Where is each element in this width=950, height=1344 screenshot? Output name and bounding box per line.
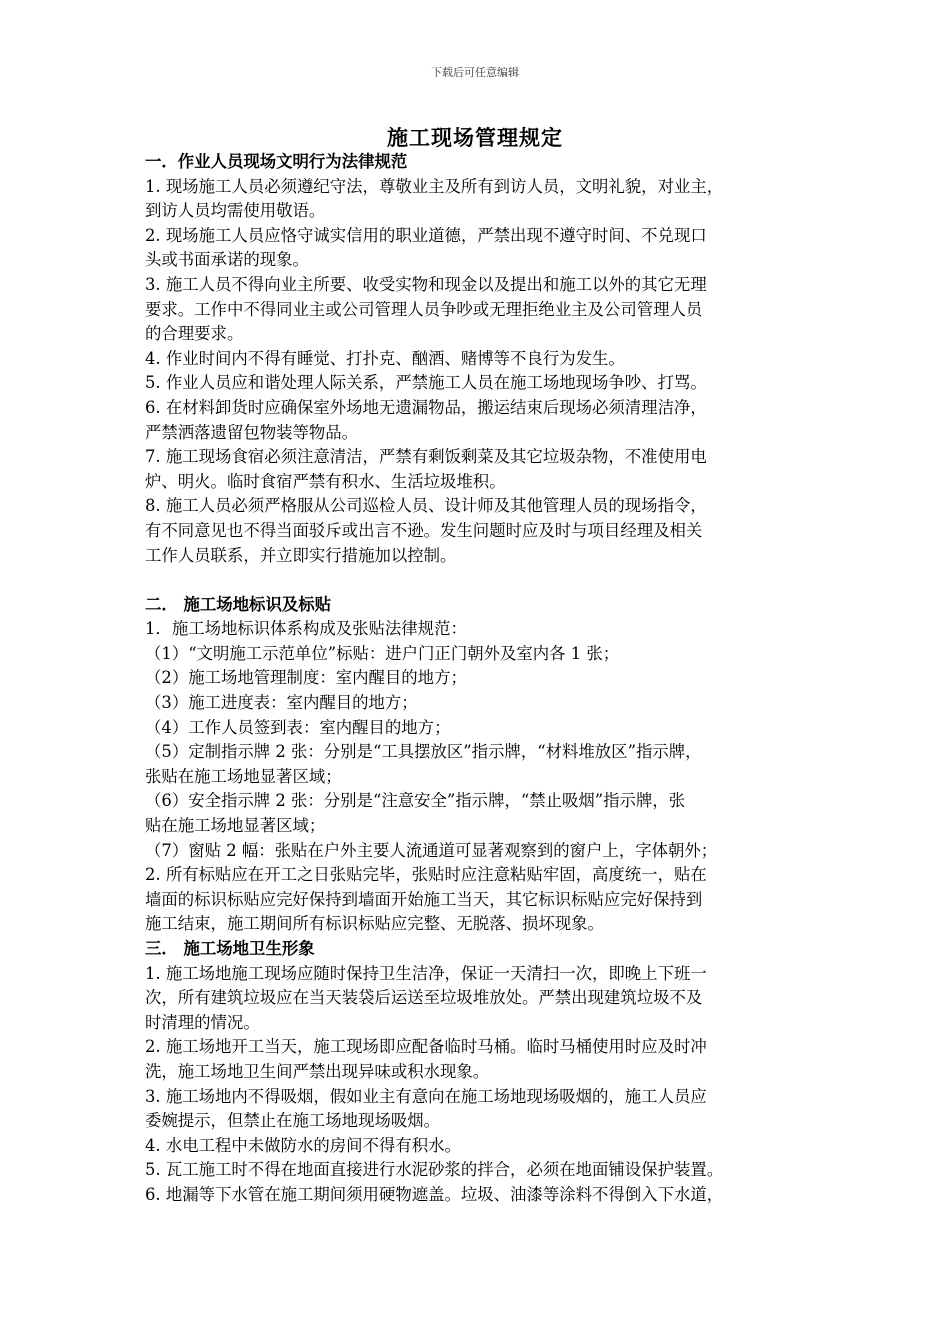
page-title: 施工现场管理规定: [387, 125, 563, 150]
section-heading: 二． 施工场地标识及标贴: [145, 594, 332, 614]
body-line: 委婉提示，但禁止在施工场地现场吸烟。: [145, 1111, 441, 1131]
body-line: 严禁洒落遗留包物装等物品。: [145, 422, 359, 442]
body-line: 3. 施工人员不得向业主所要、收受实物和现金以及提出和施工以外的其它无理: [145, 274, 707, 294]
body-line: 头或书面承诺的现象。: [145, 250, 309, 270]
body-line: （2）施工场地管理制度：室内醒目的地方；: [145, 668, 467, 688]
body-line: 8. 施工人员必须严格服从公司巡检人员、设计师及其他管理人员的现场指令，: [145, 496, 707, 516]
body-line: （5）定制指示牌 2 张：分别是“工具摆放区”指示牌，“材料堆放区”指示牌，: [145, 742, 702, 762]
body-line: 张贴在施工场地显著区域；: [145, 766, 342, 786]
body-line: 时清理的情况。: [145, 1012, 260, 1032]
blank-line: [145, 568, 820, 593]
body-line: （4）工作人员签到表：室内醒目的地方；: [145, 717, 451, 737]
body-line: 3. 施工场地内不得吸烟，假如业主有意向在施工场地现场吸烟的，施工人员应: [145, 1086, 707, 1106]
body-line: （6）安全指示牌 2 张：分别是“注意安全”指示牌，“禁止吸烟”指示牌，张: [145, 791, 686, 811]
body-line: 5. 作业人员应和谐处理人际关系，严禁施工人员在施工场地现场争吵、打骂。: [145, 373, 707, 393]
body-line: 2. 所有标贴应在开工之日张贴完毕，张贴时应注意粘贴牢固，高度统一，贴在: [145, 865, 707, 885]
body-line: 的合理要求。: [145, 324, 244, 344]
body-line: 洗，施工场地卫生间严禁出现异味或积水现象。: [145, 1061, 490, 1081]
body-line: 2. 现场施工人员应恪守诚实信用的职业道德，严禁出现不遵守时间、不兑现口: [145, 225, 707, 245]
body-line: 1. 现场施工人员必须遵纪守法，尊敬业主及所有到访人员，文明礼貌，对业主，: [145, 176, 724, 196]
document-body: [145, 150, 820, 1208]
body-line: （3）施工进度表：室内醒目的地方；: [145, 693, 418, 713]
body-line: 工作人员联系，并立即实行措施加以控制。: [145, 545, 457, 565]
body-line: 5. 瓦工施工时不得在地面直接进行水泥砂浆的拌合，必须在地面铺设保护装置。: [145, 1160, 724, 1180]
body-line: 4. 作业时间内不得有睡觉、打扑克、酗酒、赌博等不良行为发生。: [145, 348, 625, 368]
body-line: 次，所有建筑垃圾应在当天装袋后运送至垃圾堆放处。严禁出现建筑垃圾不及: [145, 988, 703, 1008]
body-line: 1. 施工场地施工现场应随时保持卫生洁净，保证一天清扫一次，即晚上下班一: [145, 963, 707, 983]
section-heading: 一．作业人员现场文明行为法律规范: [145, 152, 408, 171]
body-line: 施工结束，施工期间所有标识标贴应完整、无脱落、损坏现象。: [145, 914, 604, 934]
body-line: 墙面的标识标贴应完好保持到墙面开始施工当天，其它标识标贴应完好保持到: [145, 889, 703, 909]
body-line: 2. 施工场地开工当天，施工现场即应配备临时马桶。临时马桶使用时应及时冲: [145, 1037, 707, 1057]
body-line: 4. 水电工程中未做防水的房间不得有积水。: [145, 1135, 461, 1155]
body-line: 贴在施工场地显著区域；: [145, 816, 326, 836]
body-line: 6. 在材料卸货时应确保室外场地无遗漏物品，搬运结束后现场必须清理洁净，: [145, 397, 707, 417]
body-line: 炉、明火。临时食宿严禁有积水、生活垃圾堆积。: [145, 471, 506, 491]
body-line: 1．施工场地标识体系构成及张贴法律规范：: [145, 619, 467, 639]
body-line: 有不同意见也不得当面驳斥或出言不逊。发生问题时应及时与项目经理及相关: [145, 520, 703, 540]
body-line: （7）窗贴 2 幅：张贴在户外主要人流通道可显著观察到的窗户上，字体朝外；: [145, 840, 718, 860]
body-line: 要求。工作中不得同业主或公司管理人员争吵或无理拒绝业主及公司管理人员: [145, 299, 703, 319]
body-line: 到访人员均需使用敬语。: [145, 201, 326, 221]
header-note: 下载后可任意编辑: [431, 66, 519, 79]
body-line: 6. 地漏等下水管在施工期间须用硬物遮盖。垃圾、油漆等涂料不得倒入下水道，: [145, 1184, 724, 1204]
section-heading: 三． 施工场地卫生形象: [145, 939, 315, 958]
body-line: 7. 施工现场食宿必须注意清洁，严禁有剩饭剩菜及其它垃圾杂物，不准使用电: [145, 447, 707, 467]
body-line: （1）“文明施工示范单位”标贴：进户门正门朝外及室内各 1 张；: [145, 643, 620, 663]
